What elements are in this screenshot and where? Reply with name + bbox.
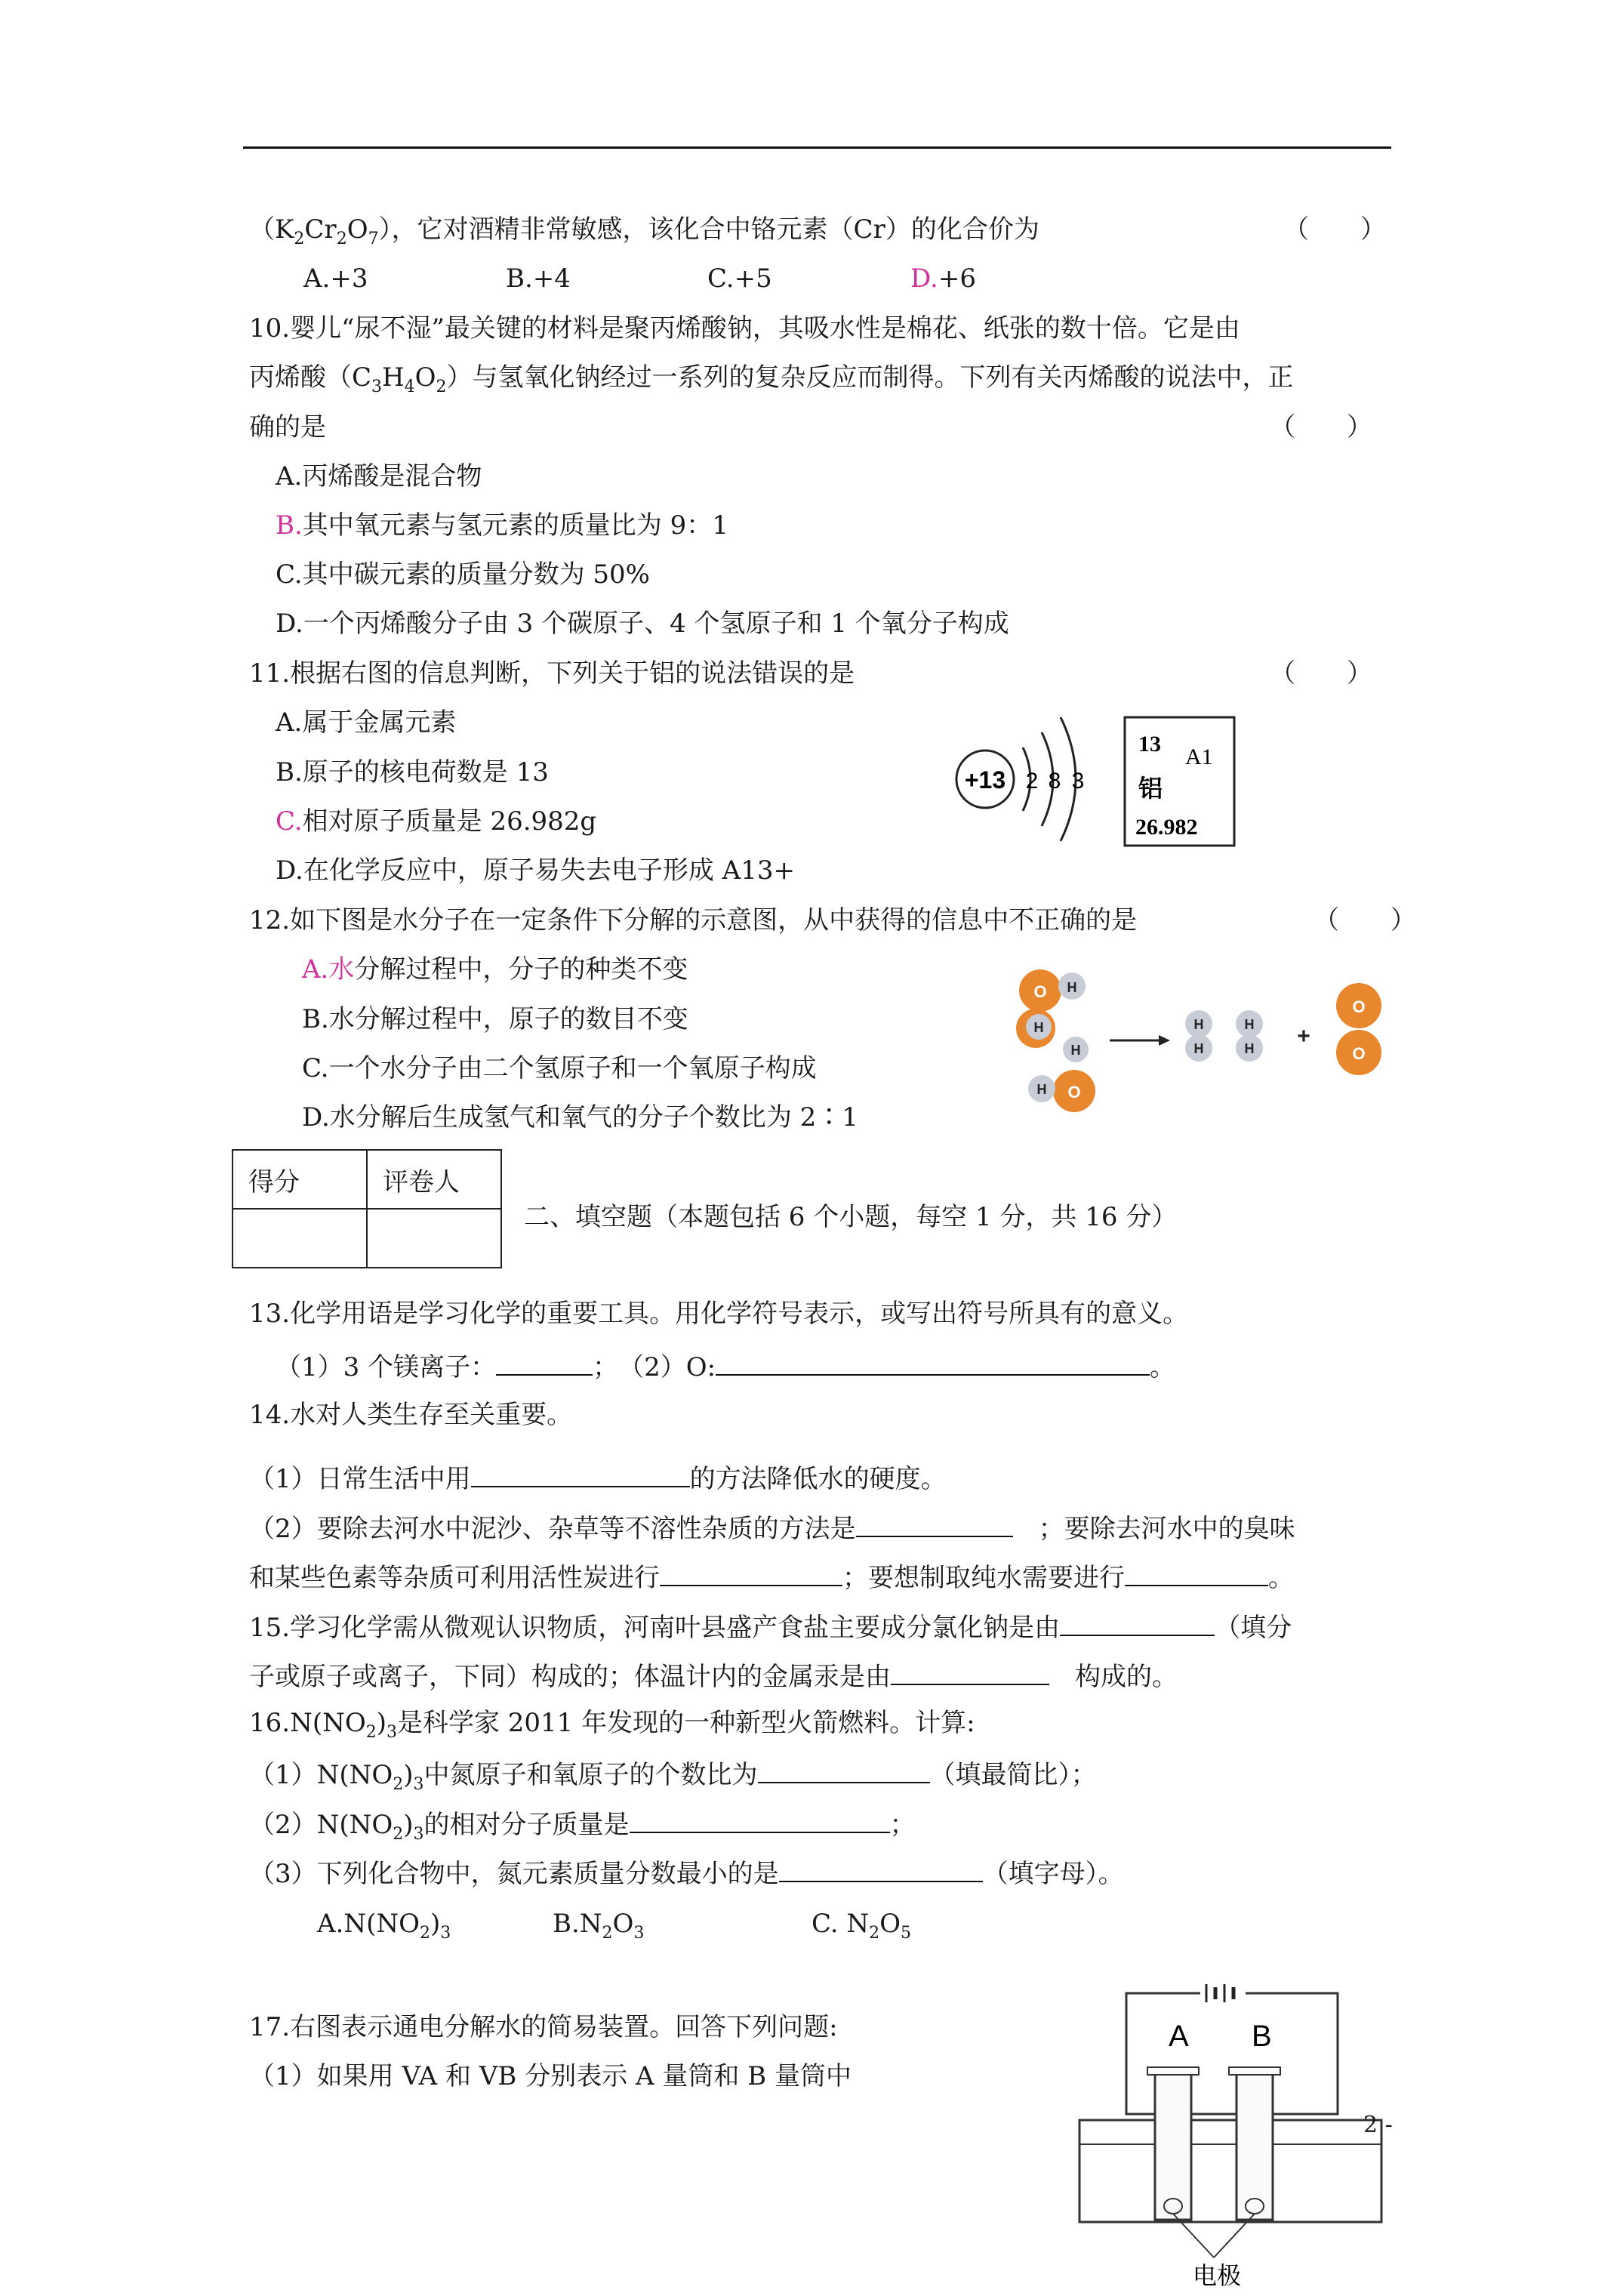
mol3-o: O xyxy=(1067,1083,1081,1102)
h2a-bottom: H xyxy=(1193,1041,1204,1056)
electrode-label: 电极 xyxy=(1193,2261,1242,2288)
shell-electrons-2: 8 xyxy=(1048,769,1061,794)
q11-option-b: B.原子的核电荷数是 13 xyxy=(276,757,549,787)
q10-stem-line1: 10.婴儿“尿不湿”最关键的材料是聚丙烯酸钠，其吸水性是棉花、纸张的数十倍。它是由 xyxy=(249,313,1240,344)
element-name: 铝 xyxy=(1138,774,1163,803)
q12-option-c: C.一个水分子由二个氢原子和一个氧原子构成 xyxy=(302,1053,817,1083)
pointer-line-a xyxy=(1173,2214,1214,2257)
q16-stem: $16.N(NO_2)_3$是科学家 2011 年发现的一种新型火箭燃料。计算: xyxy=(249,1708,975,1742)
q11-option-d: D.在化学反应中，原子易失去电子形成 A13+ xyxy=(276,855,795,886)
q14-blank-2[interactable] xyxy=(856,1513,1013,1537)
q14-part3: 和某些色素等杂质可利用活性炭进行 ；要想制取纯水需要进行 。 xyxy=(249,1563,1294,1593)
q12-option-b: B.水分解过程中，原子的数目不变 xyxy=(302,1004,688,1034)
shell-electrons-3: 3 xyxy=(1071,769,1085,794)
header-rule xyxy=(243,146,1391,149)
q10-answer-paren: （ ） xyxy=(1270,412,1372,442)
q15-line1: 15.学习化学需从微观认识物质，河南叶县盛产食盐主要成分氯化钠是由 （填分 xyxy=(249,1613,1292,1643)
q9-option-b: B.+4 xyxy=(506,264,571,294)
q16-option-c: C. $N_2O_5$ xyxy=(812,1909,912,1943)
grader-cell[interactable] xyxy=(367,1209,501,1268)
element-number: 13 xyxy=(1138,732,1161,757)
shell-electrons-1: 2 xyxy=(1025,769,1039,794)
q15-line2: 子或原子或离子，下同）构成的；体温计内的金属汞是由 构成的。 xyxy=(249,1662,1178,1692)
section-2-title: 二、填空题（本题包括 6 个小题，每空 1 分，共 16 分） xyxy=(524,1202,1178,1232)
reaction-arrow-head xyxy=(1159,1035,1170,1046)
q15-blank-2[interactable] xyxy=(891,1661,1049,1685)
nucleus-charge: +13 xyxy=(964,766,1006,794)
q16-part3: （3）下列化合物中，氮元素质量分数最小的是 （填字母）。 xyxy=(249,1859,1124,1889)
q13-blank-2[interactable] xyxy=(716,1351,1150,1376)
q10-option-c: C.其中碳元素的质量分数为 50% xyxy=(276,559,650,590)
q13-parts: （1）3 个镁离子： ； （2）O: 。 xyxy=(276,1352,1176,1382)
score-header: 得分 xyxy=(233,1150,367,1209)
o2-top: O xyxy=(1352,997,1366,1016)
o2-bottom: O xyxy=(1352,1044,1366,1063)
plus-sign: + xyxy=(1297,1024,1310,1049)
h2b-top: H xyxy=(1244,1017,1255,1032)
q14-blank-4[interactable] xyxy=(1125,1562,1268,1586)
q12-stem: 12.如下图是水分子在一定条件下分解的示意图，从中获得的信息中不正确的是 xyxy=(249,905,1138,935)
mol3-h: H xyxy=(1036,1082,1047,1097)
cylinder-a xyxy=(1155,2069,1191,2220)
q10-option-a: A.丙烯酸是混合物 xyxy=(276,461,482,492)
element-symbol: A1 xyxy=(1185,744,1213,769)
h2b-bottom: H xyxy=(1244,1041,1255,1056)
q10-stem-line2: 丙烯酸$(C_3H_4O_2)$与氢氧化钠经过一系列的复杂反应而制得。下列有关丙烯酸的说法中，正 xyxy=(249,362,1294,396)
q16-part1: $(1)N(NO_2)_3$中氮原子和氧原子的个数比为 （填最简比）； xyxy=(249,1760,1097,1794)
q16-blank-3[interactable] xyxy=(779,1858,983,1882)
q9-option-a: A.+3 xyxy=(303,264,368,294)
pointer-line-b xyxy=(1214,2214,1255,2257)
q17-part1: （1）如果用 VA 和 VB 分别表示 A 量筒和 B 量筒中 xyxy=(249,2061,852,2091)
q12-option-a: A.水分解过程中，分子的种类不变 xyxy=(302,954,688,985)
q9-option-d: D.+6 xyxy=(910,264,976,294)
cylinder-label-b: B xyxy=(1252,2020,1272,2053)
page-number: 2 - xyxy=(1363,2112,1393,2138)
mol1-h1: H xyxy=(1067,980,1077,995)
element-mass: 26.982 xyxy=(1135,815,1198,840)
q9-option-c: C.+5 xyxy=(707,264,772,294)
q14-part2: （2）要除去河水中泥沙、杂草等不溶性杂质的方法是 ；要除去河水中的臭味 xyxy=(249,1514,1295,1544)
q11-answer-paren: （ ） xyxy=(1270,658,1372,689)
q13-blank-1[interactable] xyxy=(496,1351,593,1376)
score-table xyxy=(232,1149,502,1268)
cylinder-b xyxy=(1236,2069,1273,2220)
q11-option-c: C.相对原子质量是 26.982g xyxy=(276,806,597,837)
aluminum-atom-figure xyxy=(944,710,1246,861)
q16-part2: $(2)N(NO_2)_3$的相对分子质量是 ； xyxy=(249,1810,916,1844)
q10-option-b: B.其中氧元素与氢元素的质量比为 9：1 xyxy=(276,510,728,541)
q10-option-d: D.一个丙烯酸分子由 3 个碳原子、4 个氢原子和 1 个氧分子构成 xyxy=(276,609,1009,639)
mol2-h1: H xyxy=(1033,1020,1044,1035)
q16-option-a: $A.N(NO_2)_3$ xyxy=(317,1909,451,1943)
water-decomposition-figure xyxy=(996,959,1404,1133)
mol2-h2: H xyxy=(1070,1043,1081,1058)
grader-header: 评卷人 xyxy=(367,1150,501,1209)
q10-stem-line3: 确的是 xyxy=(249,412,326,442)
q16-blank-2[interactable] xyxy=(630,1809,890,1833)
q16-option-b: $B.N_2O_3$ xyxy=(553,1909,645,1943)
q16-blank-1[interactable] xyxy=(758,1759,930,1783)
score-cell[interactable] xyxy=(233,1209,367,1268)
h2a-top: H xyxy=(1193,1017,1204,1032)
q13-stem: 13.化学用语是学习化学的重要工具。用化学符号表示，或写出符号所具有的意义。 xyxy=(249,1299,1189,1329)
q14-blank-3[interactable] xyxy=(660,1562,842,1586)
q9-stem: $(K_2Cr_2O_7)$，它对酒精非常敏感，该化合中铬元素（Cr）的化合价为 xyxy=(249,214,1039,248)
q11-option-a: A.属于金属元素 xyxy=(276,707,457,738)
water-trough xyxy=(1079,2120,1381,2222)
q15-blank-1[interactable] xyxy=(1060,1612,1215,1636)
q12-answer-paren: （ ） xyxy=(1313,905,1416,935)
q14-stem: 14.水对人类生存至关重要。 xyxy=(249,1400,573,1430)
q12-option-d: D.水分解后生成氢气和氧气的分子个数比为 2∶1 xyxy=(302,1102,858,1133)
cylinder-label-a: A xyxy=(1169,2020,1189,2053)
q11-stem: 11.根据右图的信息判断，下列关于铝的说法错误的是 xyxy=(249,658,855,689)
q9-answer-paren: （ ） xyxy=(1283,214,1386,245)
q14-blank-1[interactable] xyxy=(471,1463,690,1487)
electrolysis-figure xyxy=(1072,1955,1404,2288)
mol1-o: O xyxy=(1033,982,1047,1001)
q17-stem: 17.右图表示通电分解水的简易装置。回答下列问题: xyxy=(249,2012,838,2042)
q14-part1: （1）日常生活中用 的方法降低水的硬度。 xyxy=(249,1464,947,1494)
